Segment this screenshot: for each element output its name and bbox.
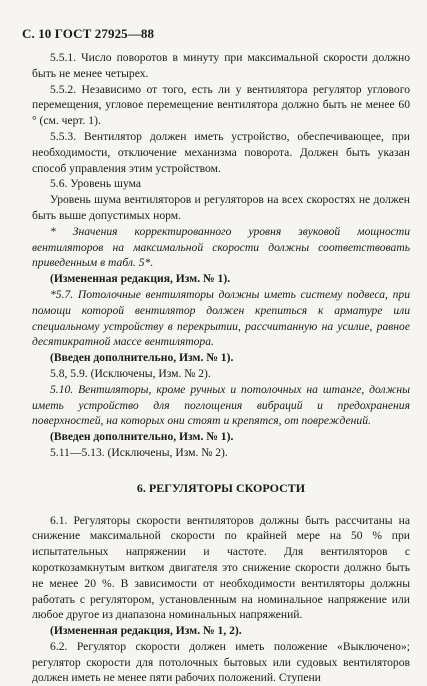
amendment-note-3: (Введен дополнительно, Изм. № 1).	[50, 430, 234, 444]
paragraph-5-5-2: 5.5.2. Независимо от того, есть ли у вентилятора регулятор углового перемещения, угловое перемещение вентилятора должно быть не менее 60 ° (см. черт. 1).	[32, 82, 410, 128]
paragraph-5-7: *5.7. Потолочные вентиляторы должны иметь систему подвеса, при помощи которой вентилятор должен крепиться к арматуре или специальному устройству в перекрытии, рассчитанную на усилие, равное десятикратной массе вентилятора.	[32, 287, 410, 349]
paragraph-6-1: 6.1. Регуляторы скорости вентиляторов должны быть рассчитаны на снижение максимальной скорости по крайней мере на 50 % при испытательных напряжении и частоте. Для вентиляторов с короткозамкнутым витком двигателя это снижение скорости должно быть не менее 20 %. В зависимости от необходимости вентиляторы должны работать с регулятором, установленным на номинальное напряжение или любое другое из диапазона номинальных напряжений.	[32, 513, 410, 622]
paragraph-noise-level: Уровень шума вентиляторов и регуляторов на всех скоростях не должен быть выше допустимых норм.	[32, 193, 410, 222]
paragraph-5-11-5-13: 5.11—5.13. (Исключены, Изм. № 2).	[50, 445, 228, 459]
page-header: С. 10 ГОСТ 27925—88	[22, 26, 155, 41]
paragraph-6-2: 6.2. Регулятор скорости должен иметь положение «Выключено»; регулятор скорости для потолочных бытовых или судовых вентиляторов должен иметь не менее пяти рабочих положений. Ступени	[32, 639, 410, 685]
paragraph-5-5-1: 5.5.1. Число поворотов в минуту при максимальной скорости должно быть не менее четырех.	[32, 51, 410, 80]
amendment-note-2: (Введен дополнительно, Изм. № 1).	[50, 351, 234, 365]
section-title: 6. РЕГУЛЯТОРЫ СКОРОСТИ	[136, 480, 306, 495]
paragraph-note-sound-power: * Значения корректированного уровня звуковой мощности вентиляторов на максимальной скорости должны соответствовать приведенным в табл. 5*.	[32, 224, 410, 270]
amendment-note-1: (Измененная редакция, Изм. № 1).	[50, 272, 231, 286]
paragraph-5-6: 5.6. Уровень шума	[50, 177, 141, 191]
paragraph-5-8-5-9: 5.8, 5.9. (Исключены, Изм. № 2).	[50, 366, 211, 380]
amendment-note-4: (Измененная редакция, Изм. № 1, 2).	[50, 624, 242, 638]
document-body	[32, 50, 410, 686]
paragraph-5-10: 5.10. Вентиляторы, кроме ручных и потолочных на штанге, должны иметь устройство для поглощения вибраций и предохранения поверхностей, на которых они стоят и крепятся, от повреждений.	[32, 382, 410, 428]
paragraph-5-5-3: 5.5.3. Вентилятор должен иметь устройство, обеспечивающее, при необходимости, отключение механизма поворота. Должен быть указан способ управления этим устройством.	[32, 129, 410, 175]
